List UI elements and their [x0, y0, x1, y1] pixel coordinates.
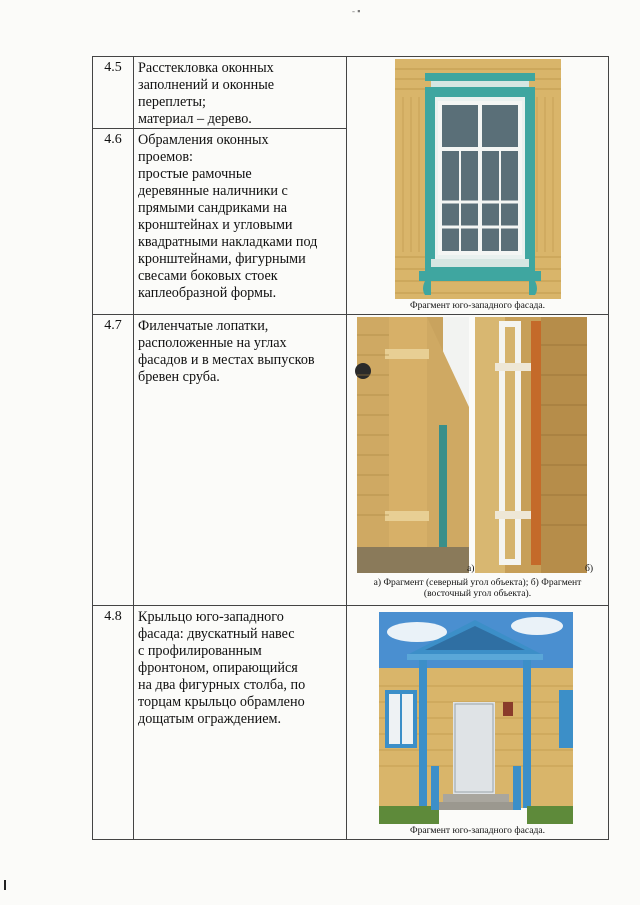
porch-photo-cell	[347, 606, 609, 840]
desc-line: на два фигурных столба, по	[138, 677, 306, 693]
corner-photos-caption	[347, 577, 608, 599]
corner-photos-cell	[347, 315, 609, 606]
desc-line: прямыми сандриками на	[138, 200, 288, 216]
desc-line: с профилированным	[138, 643, 262, 659]
table-row	[93, 315, 609, 606]
row-number: 4.6	[93, 129, 134, 315]
desc-line: кронштейнами, фигурными	[138, 251, 306, 267]
desc-line: деревянные наличники с	[138, 183, 288, 199]
desc-line: торцам крыльцо обрамлено	[138, 694, 305, 710]
desc-line: фасада: двускатный навес	[138, 626, 295, 642]
row-description	[134, 57, 347, 129]
desc-line: дощатым ограждением.	[138, 711, 282, 727]
desc-line: кронштейнах и угловыми	[138, 217, 293, 233]
caption-line: а) Фрагмент (северный угол объекта); б) Фрагмент	[373, 577, 582, 588]
row-number: 4.7	[93, 315, 134, 606]
window-photo	[347, 57, 608, 313]
desc-line: квадратными накладками под	[138, 234, 318, 250]
caption-line: (восточный угол объекта).	[423, 588, 532, 599]
desc-line: Филенчатые лопатки,	[138, 318, 269, 334]
desc-line: простые рамочные	[138, 166, 252, 182]
desc-line: Крыльцо юго-западного	[138, 609, 284, 625]
desc-line: материал – дерево.	[138, 111, 252, 127]
porch-photo	[347, 606, 608, 839]
row-description	[134, 129, 347, 315]
desc-line: Обрамления оконных	[138, 132, 269, 148]
desc-line: проемов:	[138, 149, 193, 165]
row-description	[134, 606, 347, 840]
porch-photo-illustration	[347, 606, 608, 824]
window-photo-illustration	[347, 57, 608, 313]
photo-label-a: а)	[467, 563, 475, 574]
architecture-elements-table	[92, 56, 609, 840]
row-number: 4.5	[93, 57, 134, 129]
corner-photos	[347, 315, 608, 605]
desc-line: расположенные на углах	[138, 335, 287, 351]
scan-edge-mark	[4, 880, 6, 890]
table-row	[93, 57, 609, 129]
desc-line: каплеобразной формы.	[138, 285, 277, 301]
desc-line: бревен сруба.	[138, 369, 220, 385]
porch-photo-caption: Фрагмент юго-западного фасада.	[409, 825, 545, 836]
page-corner-mark: - ▪	[352, 6, 361, 16]
table-row	[93, 606, 609, 840]
corner-photos-illustration	[347, 315, 608, 577]
desc-line: Расстекловка оконных	[138, 60, 274, 76]
desc-line: фронтоном, опирающийся	[138, 660, 298, 676]
photo-label-b: б)	[585, 563, 594, 574]
desc-line: переплеты;	[138, 94, 206, 110]
row-description	[134, 315, 347, 606]
window-photo-cell	[347, 57, 609, 315]
desc-line: свесами боковых стоек	[138, 268, 278, 284]
row-number: 4.8	[93, 606, 134, 840]
desc-line: фасадов и в местах выпусков	[138, 352, 315, 368]
desc-line: заполнений и оконные	[138, 77, 275, 93]
window-photo-caption: Фрагмент юго-западного фасада.	[409, 300, 545, 311]
